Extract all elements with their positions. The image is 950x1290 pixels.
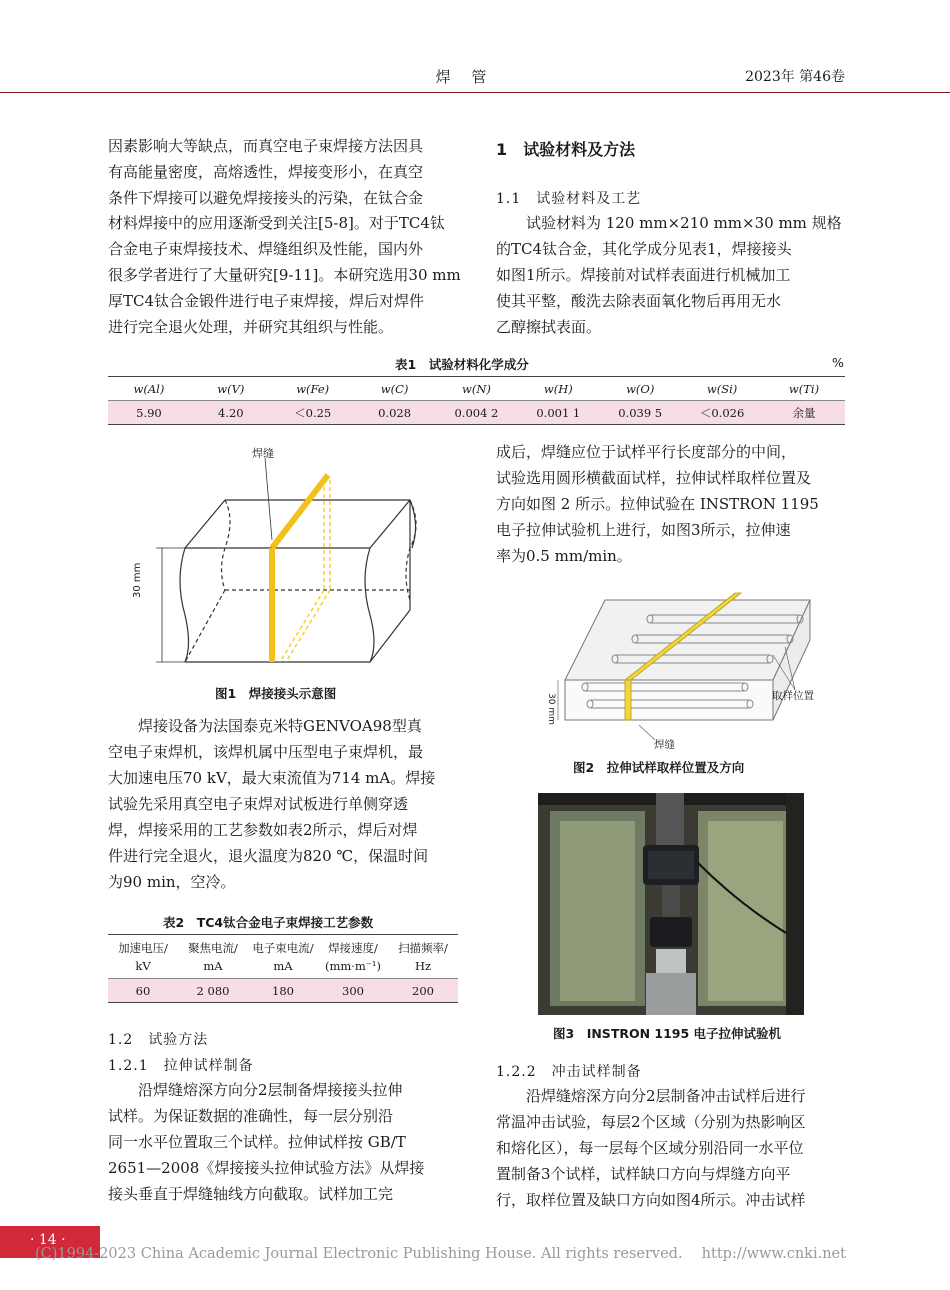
table1-header: w(V) xyxy=(190,377,272,401)
figure2-caption: 图2 拉伸试样取样位置及方向 xyxy=(573,760,745,775)
text-line: 试验选用圆形横截面试样，拉伸试样取样位置及 xyxy=(496,469,812,487)
text-line: 方向如图 2 所示。拉伸试验在 INSTRON 1195 xyxy=(496,495,819,513)
tensile-machine-photo xyxy=(538,793,804,1015)
text-line: 如图1所示。焊接前对试样表面进行机械加工 xyxy=(496,266,791,284)
table2 xyxy=(108,934,458,1003)
text-line: 大加速电压70 kV，最大束流值为714 mA。焊接 xyxy=(108,769,436,787)
text-line: 常温冲击试验，每层2个区域（分别为热影响区 xyxy=(496,1113,806,1131)
table2-header: 加速电压/ kV xyxy=(108,935,178,979)
table1-cell: 0.028 xyxy=(354,401,436,425)
table2-cell: 180 xyxy=(248,979,318,1003)
table1-header: w(N) xyxy=(436,377,518,401)
table2-cell: 200 xyxy=(388,979,458,1003)
page-number: · 14 · xyxy=(30,1232,66,1248)
text-line: 空电子束焊机，该焊机属中压型电子束焊机，最 xyxy=(108,743,424,761)
text-line: 条件下焊接可以避免焊接接头的污染，在钛合金 xyxy=(108,189,424,207)
text-line: 成后，焊缝应位于试样平行长度部分的中间， xyxy=(496,443,797,461)
text-line: 和熔化区），每一层每个区域分别沿同一水平位 xyxy=(496,1139,804,1157)
journal-title: 焊 管 xyxy=(435,68,495,86)
figure2-sample-label: 取样位置 xyxy=(772,690,814,702)
text-line: 接头垂直于焊缝轴线方向截取。试样加工完 xyxy=(108,1185,394,1203)
figure2-weld-label: 焊缝 xyxy=(654,739,675,751)
subsection-1-1: 1.1 试验材料及工艺 xyxy=(496,191,642,207)
table2-cell: 60 xyxy=(108,979,178,1003)
table1-header: w(Ti) xyxy=(763,377,845,401)
figure1-caption: 图1 焊接接头示意图 xyxy=(215,686,337,701)
figure1-weld-label: 焊缝 xyxy=(252,447,274,460)
table1-cell: 0.039 5 xyxy=(599,401,681,425)
table1-cell: 0.001 1 xyxy=(517,401,599,425)
text-line: 进行完全退火处理，并研究其组织与性能。 xyxy=(108,318,394,336)
table1-caption: 表1 试验材料化学成分 xyxy=(395,357,529,372)
issue-label: 2023年 第46卷 xyxy=(745,69,845,85)
table1-unit: % xyxy=(832,355,844,370)
text-line: 焊接设备为法国泰克米特GENVOA98型真 xyxy=(108,717,422,735)
figure1-thickness-label: 30 mm xyxy=(132,562,143,598)
table1-cell: 0.004 2 xyxy=(436,401,518,425)
text-line: 的TC4钛合金，其化学成分见表1，焊接接头 xyxy=(496,240,792,258)
table2-header: 聚焦电流/ mA xyxy=(178,935,248,979)
table1-cell: 余量 xyxy=(763,401,845,425)
text-line: 沿焊缝熔深方向分2层制备冲击试样后进行 xyxy=(496,1087,806,1105)
figure1-diagram xyxy=(140,440,440,672)
table2-header: 扫描频率/ Hz xyxy=(388,935,458,979)
figure2-diagram xyxy=(555,585,830,745)
text-line: 置制备3个试样，试样缺口方向与焊缝方向平 xyxy=(496,1165,791,1183)
text-line: 同一水平位置取三个试样。拉伸试样按 GB/T xyxy=(108,1133,406,1151)
text-line: 电子拉伸试验机上进行，如图3所示，拉伸速 xyxy=(496,521,791,539)
table2-caption: 表2 TC4钛合金电子束焊接工艺参数 xyxy=(163,915,374,930)
text-line: 试验先采用真空电子束焊对试板进行单侧穿透 xyxy=(108,795,409,813)
text-line: 很多学者进行了大量研究[9-11]。本研究选用30 mm xyxy=(108,266,461,284)
table1-header: w(H) xyxy=(517,377,599,401)
subsection-1-2: 1.2 试验方法 xyxy=(108,1032,209,1048)
table1 xyxy=(108,376,845,425)
text-line: 因素影响大等缺点，而真空电子束焊接方法因具 xyxy=(108,137,424,155)
text-line: 件进行完全退火，退火温度为820 ℃，保温时间 xyxy=(108,847,429,865)
table1-cell: ＜0.25 xyxy=(272,401,354,425)
table1-header: w(Fe) xyxy=(272,377,354,401)
table1-cell: 4.20 xyxy=(190,401,272,425)
table1-cell: 5.90 xyxy=(108,401,190,425)
text-line: 2651—2008《焊接接头拉伸试验方法》从焊接 xyxy=(108,1159,425,1177)
text-line: 合金电子束焊接技术、焊缝组织及性能，国内外 xyxy=(108,240,424,258)
text-line: 沿焊缝熔深方向分2层制备焊接接头拉伸 xyxy=(108,1081,403,1099)
table1-header: w(Al) xyxy=(108,377,190,401)
text-line: 焊，焊接采用的工艺参数如表2所示，焊后对焊 xyxy=(108,821,418,839)
subsection-1-2-2: 1.2.2 冲击试样制备 xyxy=(496,1064,642,1080)
table2-cell: 2 080 xyxy=(178,979,248,1003)
table2-cell: 300 xyxy=(318,979,388,1003)
text-line: 使其平整，酸洗去除表面氧化物后再用无水 xyxy=(496,292,782,310)
text-line: 有高能量密度，高熔透性，焊接变形小，在真空 xyxy=(108,163,424,181)
table2-header: 电子束电流/ mA xyxy=(248,935,318,979)
subsection-1-2-1: 1.2.1 拉伸试样制备 xyxy=(108,1058,254,1074)
text-line: 为90 min，空冷。 xyxy=(108,873,236,891)
text-line: 行，取样位置及缺口方向如图4所示。冲击试样 xyxy=(496,1191,806,1209)
text-line: 率为0.5 mm/min。 xyxy=(496,547,632,565)
table1-header: w(C) xyxy=(354,377,436,401)
figure3-caption: 图3 INSTRON 1195 电子拉伸试验机 xyxy=(553,1026,782,1041)
text-line: 材料焊接中的应用逐渐受到关注[5-8]。对于TC4钛 xyxy=(108,214,445,232)
text-line: 乙醇擦拭表面。 xyxy=(496,318,602,336)
header-rule xyxy=(0,92,950,93)
table2-header: 焊接速度/ (mm·m⁻¹) xyxy=(318,935,388,979)
table1-header: w(Si) xyxy=(681,377,763,401)
text-line: 试验材料为 120 mm×210 mm×30 mm 规格 xyxy=(496,214,842,232)
text-line: 试样。为保证数据的准确性，每一层分别沿 xyxy=(108,1107,394,1125)
copyright-notice: (C)1994-2023 China Academic Journal Electronic Publishing House. All rights reserved. http://www.cnki.net xyxy=(35,1246,846,1262)
table1-header: w(O) xyxy=(599,377,681,401)
figure2-thickness-label: 30 mm xyxy=(546,693,556,725)
section-1-title: 1 试验材料及方法 xyxy=(496,140,636,159)
text-line: 厚TC4钛合金锻件进行电子束焊接，焊后对焊件 xyxy=(108,292,425,310)
table1-cell: ＜0.026 xyxy=(681,401,763,425)
